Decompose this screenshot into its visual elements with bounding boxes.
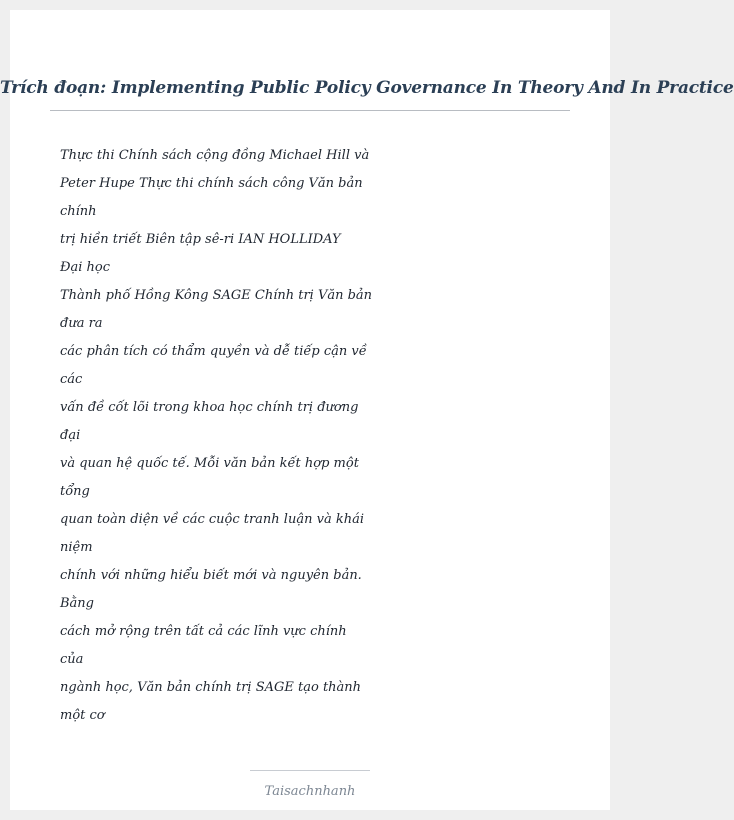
body-line: Bằng	[60, 596, 94, 611]
footer-divider	[250, 770, 370, 771]
document-page	[0, 10, 734, 810]
body-line: ngành học, Văn bản chính trị SAGE tạo thành	[60, 680, 362, 695]
body-line: Thành phố Hồng Kông SAGE Chính trị Văn bản	[60, 288, 373, 303]
body-line: Peter Hupe Thực thi chính sách công Văn bản	[60, 176, 363, 191]
body-line: các phân tích có thẩm quyền và dễ tiếp cận về	[60, 344, 367, 359]
body-line: tổng	[60, 484, 90, 499]
body-line: của	[60, 652, 84, 667]
body-line: cách mở rộng trên tất cả các lĩnh vực chính	[60, 624, 347, 639]
body-line: quan toàn diện về các cuộc tranh luận và khái	[60, 512, 364, 527]
body-line: vấn đề cốt lõi trong khoa học chính trị đương	[60, 400, 359, 415]
footer-site-name: Taisachnhanh	[264, 784, 356, 799]
body-line: Đại học	[60, 260, 111, 275]
title-divider	[50, 110, 570, 111]
body-line: và quan hệ quốc tế. Mỗi văn bản kết hợp một	[60, 456, 359, 471]
body-line: đại	[60, 428, 81, 443]
body-line: trị hiền triết Biên tập sê-ri IAN HOLLIDAY	[60, 232, 341, 247]
body-line: chính với những hiểu biết mới và nguyên bản.	[60, 568, 362, 583]
body-line: các	[60, 372, 83, 387]
page-title: Trích đoạn: Implementing Public Policy Governance In Theory And In Practice	[0, 78, 734, 98]
body-text	[60, 142, 380, 730]
body-line: niệm	[60, 540, 93, 555]
body-line: chính	[60, 204, 97, 219]
body-line: đưa ra	[60, 316, 103, 331]
body-line: Thực thi Chính sách cộng đồng Michael Hill và	[60, 148, 370, 163]
body-line: một cơ	[60, 708, 105, 723]
